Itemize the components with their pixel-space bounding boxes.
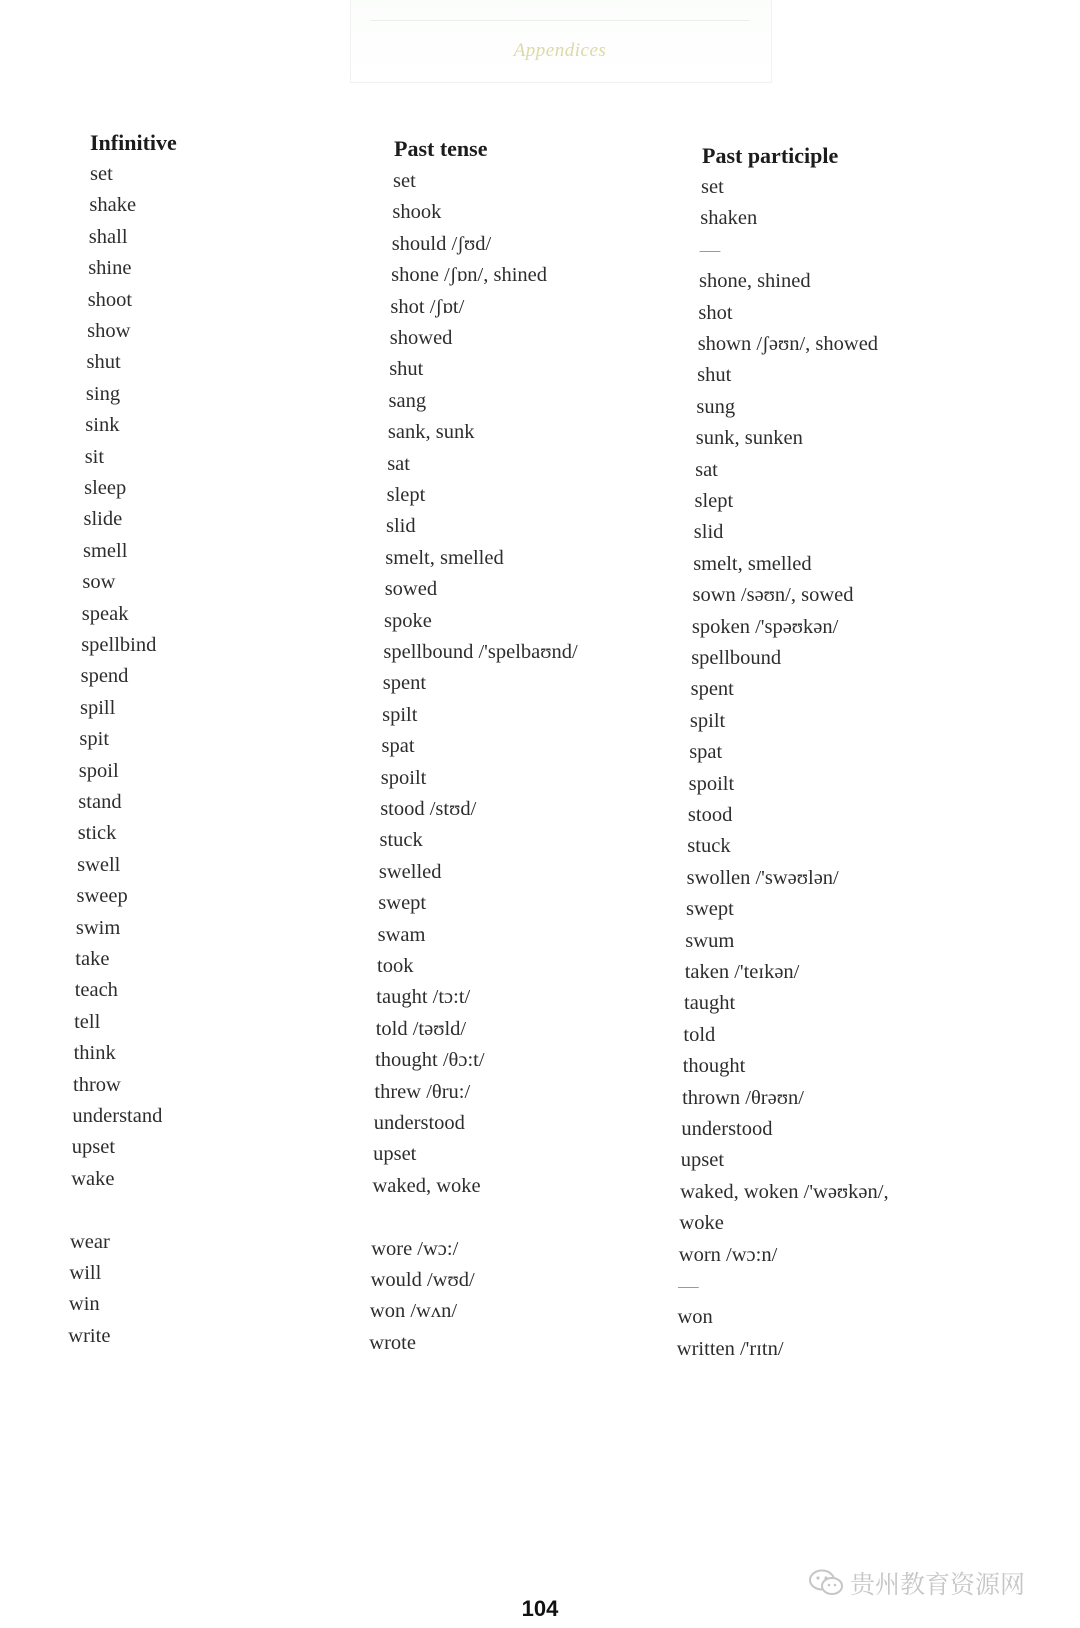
past-participle-entry: upset xyxy=(680,1149,725,1172)
past-tense-entry: swam xyxy=(377,923,426,946)
infinitive-entry: sow xyxy=(82,571,116,594)
past-tense-entry: shone /ʃɒn/, shined xyxy=(391,264,548,287)
past-participle-entry: thought xyxy=(682,1055,746,1078)
past-tense-entry: sowed xyxy=(384,578,438,601)
infinitive-entry: show xyxy=(87,320,131,342)
past-participle-entry: shut xyxy=(697,364,732,387)
past-participle-entry: spoken /'spəʊkən/ xyxy=(691,615,839,638)
infinitive-entry: shoot xyxy=(87,288,133,311)
past-tense-entry: shook xyxy=(392,201,442,224)
infinitive-entry: shine xyxy=(88,257,132,280)
past-tense-entry: shut xyxy=(389,358,424,381)
past-tense-entry: sank, sunk xyxy=(387,421,475,444)
past-tense-entry: spent xyxy=(382,672,427,695)
past-participle-entry: thrown /θrəʊn/ xyxy=(682,1086,804,1109)
infinitive-entry: upset xyxy=(71,1136,116,1159)
past-tense-entry: upset xyxy=(373,1143,417,1166)
past-participle-entry: sung xyxy=(696,395,736,418)
past-tense-entry: spoilt xyxy=(380,766,427,789)
past-tense-entry: spilt xyxy=(382,703,418,726)
infinitive-entry: shall xyxy=(88,225,128,248)
infinitive-entry: swell xyxy=(77,853,121,876)
past-participle-entry: slept xyxy=(694,490,734,512)
watermark-text: 贵州教育资源网 xyxy=(850,1570,1026,1599)
infinitive-entry: spend xyxy=(80,665,129,688)
past-participle-entry: swept xyxy=(686,898,734,921)
past-participle-entry: sat xyxy=(695,458,718,481)
past-participle-column-heading: Past participle xyxy=(702,143,839,168)
infinitive-entry: tell xyxy=(74,1010,101,1033)
infinitive-entry: shut xyxy=(86,351,121,374)
page-number: 104 xyxy=(521,1596,559,1621)
infinitive-entry: wear xyxy=(70,1230,110,1253)
infinitive-entry: take xyxy=(75,948,110,970)
past-participle-entry: spoilt xyxy=(688,772,735,795)
infinitive-entry: stand xyxy=(78,791,122,813)
infinitive-entry: spellbind xyxy=(81,634,157,656)
infinitive-entry: write xyxy=(68,1324,111,1347)
infinitive-entry: set xyxy=(90,163,113,185)
past-participle-entry: shot xyxy=(698,301,733,324)
past-participle-entry: spilt xyxy=(689,709,726,732)
past-participle-entry: won xyxy=(677,1306,713,1329)
past-participle-entry: set xyxy=(701,176,724,198)
past-tense-entry: smelt, smelled xyxy=(385,546,504,569)
watermark xyxy=(808,1565,1025,1601)
past-tense-entry: shot /ʃɒt/ xyxy=(390,295,465,318)
past-participle-entry: slid xyxy=(693,521,724,544)
past-tense-entry: sat xyxy=(387,452,410,475)
past-tense-entry: thought /θɔ:t/ xyxy=(375,1049,485,1072)
past-tense-entry: set xyxy=(393,170,416,192)
running-header-title: Appendices xyxy=(513,40,607,61)
past-participle-entry: — xyxy=(699,238,721,261)
past-tense-entry: swept xyxy=(378,892,427,915)
past-tense-entry: waked, woke xyxy=(372,1174,481,1197)
past-participle-entry: sunk, sunken xyxy=(695,427,803,450)
infinitive-entry: win xyxy=(68,1293,100,1316)
infinitive-entry: spit xyxy=(79,728,110,751)
past-tense-entry: showed xyxy=(389,327,453,349)
past-tense-entry: spoke xyxy=(384,609,432,632)
infinitive-entry: sink xyxy=(85,414,120,437)
past-participle-entry: worn /wɔ:n/ xyxy=(678,1243,778,1266)
infinitive-entry: shake xyxy=(89,194,137,217)
past-tense-entry: slept xyxy=(386,484,426,506)
past-participle-entry: stood xyxy=(687,804,733,826)
past-participle-entry: spellbound xyxy=(691,647,782,669)
past-tense-entry: swelled xyxy=(378,860,442,883)
infinitive-entry: spill xyxy=(80,696,116,719)
past-participle-entry: shone, shined xyxy=(699,270,811,293)
past-participle-entry: swollen /'swəʊlən/ xyxy=(686,866,839,889)
infinitive-entry: sit xyxy=(84,445,105,468)
past-tense-entry: sang xyxy=(388,389,427,412)
past-participle-entry: sown /səʊn/, sowed xyxy=(692,584,854,607)
infinitive-entry: stick xyxy=(77,822,117,845)
past-participle-entry: taught xyxy=(684,992,736,1015)
infinitive-entry: will xyxy=(69,1262,102,1284)
past-participle-entry: — xyxy=(678,1275,699,1297)
past-tense-entry: wrote xyxy=(369,1331,416,1354)
infinitive-entry: spoil xyxy=(78,759,119,782)
past-tense-entry: threw /θru:/ xyxy=(374,1080,471,1103)
past-tense-entry: slid xyxy=(386,515,416,538)
past-participle-entry: understood xyxy=(681,1118,773,1140)
infinitive-entry: swim xyxy=(75,916,121,939)
infinitive-entry: slide xyxy=(83,508,123,531)
past-tense-entry: took xyxy=(377,955,414,977)
past-participle-entry: shown /ʃəʊn/, showed xyxy=(697,333,879,355)
running-header-rule xyxy=(370,20,750,21)
past-tense-entry: stood /stʊd/ xyxy=(380,798,477,820)
past-participle-entry: woke xyxy=(679,1212,724,1235)
infinitive-entry: teach xyxy=(74,979,118,1002)
past-participle-entry: spat xyxy=(689,741,723,764)
past-participle-entry: smelt, smelled xyxy=(693,552,812,575)
infinitive-entry: understand xyxy=(72,1105,163,1127)
past-tense-entry: understood xyxy=(373,1112,465,1134)
past-participle-entry: taken /'teɪkən/ xyxy=(684,961,800,983)
past-tense-entry: told /təʊld/ xyxy=(375,1017,467,1040)
past-participle-entry: shaken xyxy=(700,207,758,230)
infinitive-entry: think xyxy=(73,1042,116,1065)
past-tense-entry: stuck xyxy=(379,829,423,852)
infinitive-entry: sleep xyxy=(84,477,127,499)
infinitive-entry: sweep xyxy=(76,885,128,908)
past-participle-entry: told xyxy=(683,1023,716,1046)
infinitive-entry: smell xyxy=(83,539,128,562)
past-tense-entry: won /wʌn/ xyxy=(369,1300,458,1323)
past-tense-entry: spellbound /'spelbaʊnd/ xyxy=(383,641,578,663)
wechat-icon xyxy=(808,1568,844,1598)
past-tense-entry: taught /tɔ:t/ xyxy=(376,986,471,1009)
past-participle-entry: swum xyxy=(685,929,735,952)
past-tense-column-heading: Past tense xyxy=(394,136,488,161)
infinitive-entry: wake xyxy=(71,1167,115,1190)
past-participle-entry: spent xyxy=(690,678,734,701)
past-participle-entry: waked, woken /'wəʊkən/, xyxy=(680,1180,889,1203)
infinitive-entry: throw xyxy=(73,1073,121,1096)
infinitive-entry: speak xyxy=(81,602,129,625)
past-participle-entry: written /'rɪtn/ xyxy=(676,1337,784,1360)
infinitive-column-heading: Infinitive xyxy=(90,130,177,155)
past-tense-entry: should /ʃʊd/ xyxy=(391,232,492,255)
past-tense-entry: would /wʊd/ xyxy=(370,1269,475,1291)
past-tense-entry: wore /wɔ:/ xyxy=(371,1237,459,1260)
infinitive-entry: sing xyxy=(85,382,121,405)
past-participle-entry: stuck xyxy=(687,835,731,858)
past-tense-entry: spat xyxy=(381,735,415,758)
